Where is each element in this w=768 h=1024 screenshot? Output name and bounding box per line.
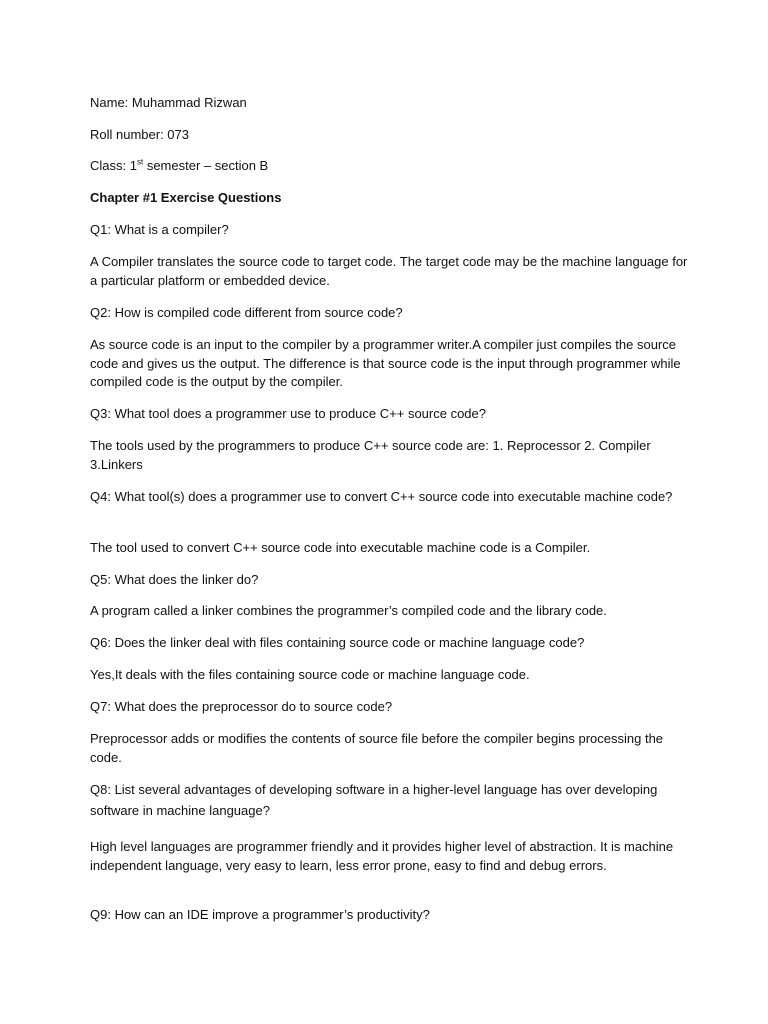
answer-4: The tool used to convert C++ source code into executable machine code is a Compiler.: [90, 540, 591, 555]
answer-3: The tools used by the programmers to produce C++ source code are: 1. Reprocessor 2. Compiler 3.Linkers: [90, 438, 651, 472]
class-suffix: semester – section B: [143, 158, 269, 173]
class-info: [90, 157, 690, 176]
question-3: Q3: What tool does a programmer use to produce C++ source code?: [90, 406, 486, 421]
question-8: Q8: List several advantages of developing software in a higher-level language has over developing software in machine language?: [90, 782, 658, 818]
roll-number: Roll number: 073: [90, 127, 189, 142]
answer-6: Yes,It deals with the files containing source code or machine language code.: [90, 667, 530, 682]
answer-5: A program called a linker combines the programmer’s compiled code and the library code.: [90, 603, 607, 618]
question-1: Q1: What is a compiler?: [90, 222, 229, 237]
question-5: Q5: What does the linker do?: [90, 572, 259, 587]
answer-2: As source code is an input to the compiler by a programmer writer.A compiler just compiles the source code and gives us the output. The difference is that source code is the input through programmer while compiled code is the output by the compiler.: [90, 337, 681, 389]
student-name: Name: Muhammad Rizwan: [90, 95, 247, 110]
question-9: Q9: How can an IDE improve a programmer’s productivity?: [90, 907, 430, 922]
class-prefix: Class: 1: [90, 158, 137, 173]
answer-1: A Compiler translates the source code to target code. The target code may be the machine language for a particular platform or embedded device.: [90, 254, 688, 288]
chapter-title: Chapter #1 Exercise Questions: [90, 190, 282, 205]
question-4: Q4: What tool(s) does a programmer use to convert C++ source code into executable machine code?: [90, 489, 673, 504]
question-6: Q6: Does the linker deal with files containing source code or machine language code?: [90, 635, 585, 650]
question-7: Q7: What does the preprocessor do to source code?: [90, 699, 393, 714]
answer-7: Preprocessor adds or modifies the contents of source file before the compiler begins processing the code.: [90, 731, 664, 765]
question-2: Q2: How is compiled code different from source code?: [90, 305, 403, 320]
class-superscript: st: [136, 157, 144, 167]
answer-8: High level languages are programmer friendly and it provides higher level of abstraction. It is machine independent language, very easy to learn, less error prone, easy to find and debug errors.: [90, 839, 674, 873]
